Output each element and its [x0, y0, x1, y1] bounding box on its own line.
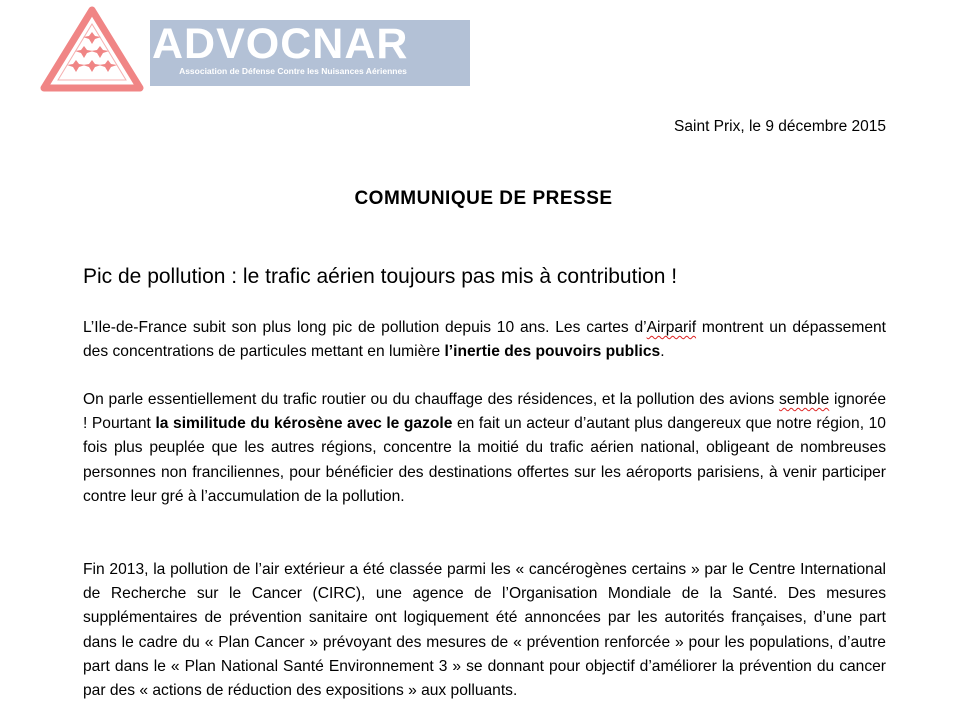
spellcheck-word-semble: semble — [778, 391, 830, 408]
press-title: COMMUNIQUE DE PRESSE — [354, 188, 613, 209]
date-line: Saint Prix, le 9 décembre 2015 — [674, 118, 886, 135]
p2-text-a: On parle essentiellement du trafic routier ou du chauffage des résidences, et la pollution des avions — [83, 391, 779, 408]
spellcheck-word-airparif: Airparif — [646, 319, 697, 336]
paragraph-3: Fin 2013, la pollution de l’air extérieur a été classée parmi les « cancérogènes certains » par le Centre International de Recherche sur le Cancer (CIRC), une agence de l’Organisation Mondiale de la Santé. Des mesures supplémentaires de prévention sanitaire ont logiquement été annoncées par les autorités françaises, d’une part dans le cadre du « Plan Cancer » prévoyant des mesures de « prévention renforcée » pour les populations, d’autre part dans le « Plan National Santé Environnement 3 » se donnant pour objectif d’améliorer la prévention du cancer par des « actions de réduction des expositions » aux polluants. — [83, 561, 886, 700]
logo-subtitle: Association de Défense Contre les Nuisances Aériennes — [179, 66, 407, 76]
p1-text-a: L’Ile-de-France subit son plus long pic de pollution depuis 10 ans. Les cartes d’ — [83, 319, 647, 336]
advocnar-logo — [40, 6, 440, 94]
airplane-warning-triangle-icon — [40, 6, 144, 94]
p2-bold: la similitude du kérosène avec le gazole — [155, 415, 453, 433]
p1-bold: l’inertie des pouvoirs publics — [444, 343, 661, 361]
logo-name: ADVOCNAR — [152, 20, 409, 68]
p2-text-c: en fait un acteur d’autant plus dangereux que notre région, 10 fois plus peuplée que les autres régions, concentre la moitié du trafic aérien national, obligeant de nombreuses personnes non franciliennes, pour bénéficier des destinations offertes sur les aéroports parisiens, à venir participer contre leur gré à l’accumulation de la pollution. — [83, 415, 886, 505]
p1-text-b: montrent un dépassement des concentrations de particules mettant en lumière — [83, 319, 886, 361]
paragraph-1 — [83, 316, 886, 364]
paragraph-2 — [83, 388, 886, 509]
p1-text-c: . — [660, 343, 665, 361]
headline: Pic de pollution : le trafic aérien toujours pas mis à contribution ! — [83, 265, 678, 288]
p2-text-b: ignorée ! Pourtant — [83, 391, 886, 433]
